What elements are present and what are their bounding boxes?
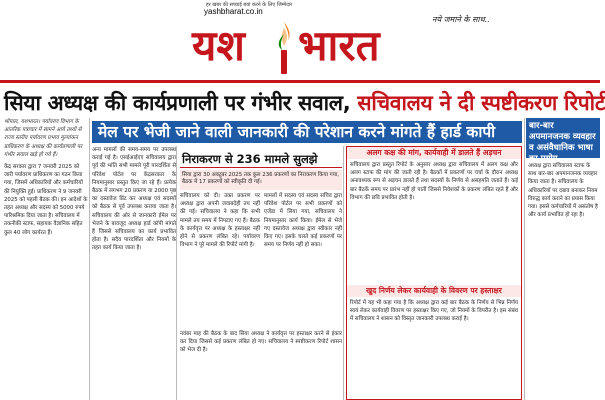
column-4-text: मामलों में सदस्य एवं सदस्य सचिव द्वारा परिवेश पोर्टल पर सभी प्रकरणों को एजेंडा में लिया गया, सचिवालय ने नियमानुसार कार्य किया। ईमेल से भेजे गए दस्तावेज अध्यक्ष द्वारा स्वीकार नहीं किए गए। इसके चलते कई प्रकरणों पर समय पर निर्णय नहीं हो सका। <box>264 193 342 249</box>
main-headline <box>4 86 605 120</box>
torch-flame-icon <box>272 20 296 76</box>
article-body: केंद्र सरकार द्वारा 7 जनवरी 2025 को जारी पर्यावरण प्राधिकरण का गठन किया गया, जिसमें अधिकारियों और कर्मचारियों की नियुक्ति हुई। प्राधिकरण ने 9 जनवरी 2025 को पहली बैठक की। इन आदेशों के तहत अध्यक्ष और सदस्य को 5000 रुपये पारिश्रमिक दिया जाता है। सचिवालय में तकनीकी स्टाफ, सहायक वैज्ञानिक सहित कुल 40 लोग कार्यरत हैं। <box>4 164 88 236</box>
column-divider <box>176 146 177 400</box>
sidebar-box-heading-1: अलग कक्ष की मांग, कार्यवाही में डालते हैं अड़चन <box>347 147 521 159</box>
right-column <box>526 118 600 400</box>
sidebar-box <box>346 146 522 400</box>
right-column-text: अध्यक्ष द्वारा सचिवालय स्टाफ के साथ बार-बार अपमानजनक व्यवहार किया जाता है। सचिवालय के अधिकारियों पर दबाव बनाकर नियम विरुद्ध कार्य कराने का प्रयास किया गया। इससे कर्मचारियों में असंतोष है और कार्य प्रभावित हो रहा है। <box>528 163 598 219</box>
masthead-tagline: हर खबर की सच्चाई बयां करने के लिए जिम्मेदार <box>206 2 293 8</box>
sidebar-box-heading-2: खुद निर्णय लेकर कार्यवाही के विवरण पर हस्ताक्षर <box>347 285 521 297</box>
headline-part-a: सिया अध्यक्ष की कार्यप्रणाली पर गंभीर सवाल, <box>4 91 351 115</box>
newspaper-logo[interactable] <box>186 20 431 78</box>
column-divider <box>524 118 525 400</box>
headline-part-b: सचिवालय ने दी स्पष्टीकरण रिपोर्ट <box>350 91 605 115</box>
subheadline: मेल पर भेजी जाने वाली जानकारी की परेशान करने मांगते हैं हार्ड कापी <box>92 121 522 143</box>
site-url[interactable]: yashbharat.co.in <box>204 7 263 16</box>
article-intro: भोपाल, यशभारत। पर्यावरण विभाग के आंतरिक पत्राचार में सामने आये तथ्यों से राज्य स्तरीय पर्यावरण प्रभाव मूल्यांकन प्राधिकरण के अध्यक्ष की कार्यप्रणाली पर गंभीर सवाल खड़े हो गये हैं। <box>4 119 83 158</box>
column-2-text: अन्य मामलों की समय-समय पर उपलब्ध कराई गई है। एसईआईएए सचिवालय द्वारा पूर्व की भांति सभी मामले पूरी पारदर्शिता से परिवेश पोर्टल पर केंद्रसरकार के नियमानुसार प्रस्तुत किए जा रहे हैं। प्रत्येक बैठक में लगभग 20 प्रकरण या 2000 पृष्ठ का दस्तावेज प्रिंट कर अध्यक्ष एवं सदस्यों को बैठक से पूर्व उपलब्ध कराया जाता है। सचिवालय की ओर से जानकारी ईमेल पर भेजने के बावजूद अध्यक्ष हार्ड कॉपी मांगते हैं जिससे सचिवालय का कार्य प्रभावित होता है। सदैव पारदर्शिता और नियमों के तहत कार्य किया जाता है। <box>92 147 176 252</box>
column-3-text: सचिवालय को दी। उक्त प्रकरण पर अध्यक्ष द्वारा अपनी जवाबदेही तय नहीं की गई। सचिवालय ने कहा कि सभी मामले तय समय में निपटाए गए हैं। बैठक के कार्यवृत्त पर अध्यक्ष के हस्ताक्षर नहीं होने से प्रकरण लंबित रहे। पर्यावरण विभाग ने पूरे मामले की रिपोर्ट मांगी है। <box>180 193 260 249</box>
logo-text-left: यश <box>192 21 245 70</box>
right-column-heading: बार-बार अपमानजनक व्यवहार व असंवैधानिक भाषा का प्रयोग <box>526 118 600 158</box>
logo-text-right: भारत <box>298 21 380 70</box>
sidebar-box-text-2: रिपोर्ट में यह भी कहा गया है कि अध्यक्ष द्वारा कई बार बैठक के निर्णय से भिन्न निर्णय स्वयं लेकर कार्यवाही विवरण पर हस्ताक्षर किए गए, जो नियमों के विपरीत है। इस संबंध में सचिवालय ने शासन को विस्तृत जानकारी उपलब्ध कराई है। <box>350 300 518 323</box>
column-3-4-bottom-text: नवंबर माह की बैठक के बाद सिया अध्यक्ष ने कार्यवृत्त पर हस्ताक्षर करने से इंकार कर दिया जिससे कई प्रकरण लंबित हो गए। सचिवालय ने स्पष्टीकरण रिपोर्ट शासन को भेज दी है। <box>180 331 342 354</box>
masthead-divider <box>0 80 600 83</box>
column-divider <box>89 118 90 400</box>
left-column <box>4 118 88 400</box>
sidebar-box-text-1: सचिवालय द्वारा प्रस्तुत रिपोर्ट के अनुसार अध्यक्ष द्वारा सचिवालय में अलग कक्ष और अलग स्टाफ की मांग की जाती रही है। बैठकों में प्रकरणों पर चर्चा के दौरान अध्यक्ष अनावश्यक रूप से अड़चन डालते हैं तथा सदस्यों के निर्णय से असहमति जताते हैं। कई बार बैठकें समय पर प्रारंभ नहीं हो पातीं जिससे निवेशकों के प्रकरण लंबित रहते हैं और विभाग की छवि प्रभावित होती है। <box>350 162 518 201</box>
box-headline: निराकरण से 236 मामले सुलझे <box>180 150 342 168</box>
box-summary: सिया द्वारा 30 अक्टूबर 2025 तक कुल 236 प्रकरणों का निराकरण किया गया, बैठक में 17 प्रकरणों को स्वीकृति दी गई। <box>180 170 342 190</box>
masthead-slogan: नये जमाने के साथ.. <box>432 15 490 24</box>
column-divider <box>343 146 344 400</box>
masthead <box>0 0 600 80</box>
